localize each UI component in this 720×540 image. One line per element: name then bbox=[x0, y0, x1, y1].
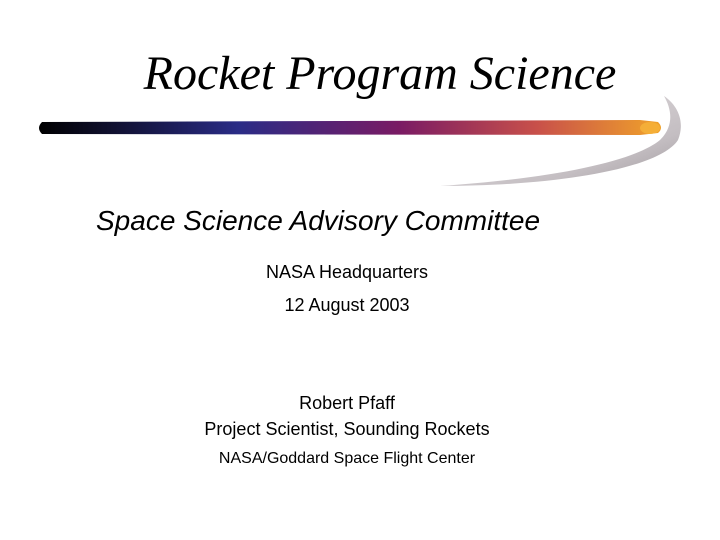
presenter-organization: NASA/Goddard Space Flight Center bbox=[218, 450, 476, 467]
slide-subtitle: Space Science Advisory Committee bbox=[96, 205, 541, 236]
gradient-bar bbox=[39, 120, 661, 135]
swoosh-curve bbox=[440, 96, 681, 186]
date-text: 12 August 2003 bbox=[284, 295, 410, 315]
bar-tip-glow bbox=[640, 122, 660, 134]
slide-title: Rocket Program Science bbox=[143, 47, 617, 100]
presenter-role: Project Scientist, Sounding Rockets bbox=[204, 419, 490, 439]
presenter-name: Robert Pfaff bbox=[299, 393, 395, 413]
venue-text: NASA Headquarters bbox=[265, 262, 429, 282]
